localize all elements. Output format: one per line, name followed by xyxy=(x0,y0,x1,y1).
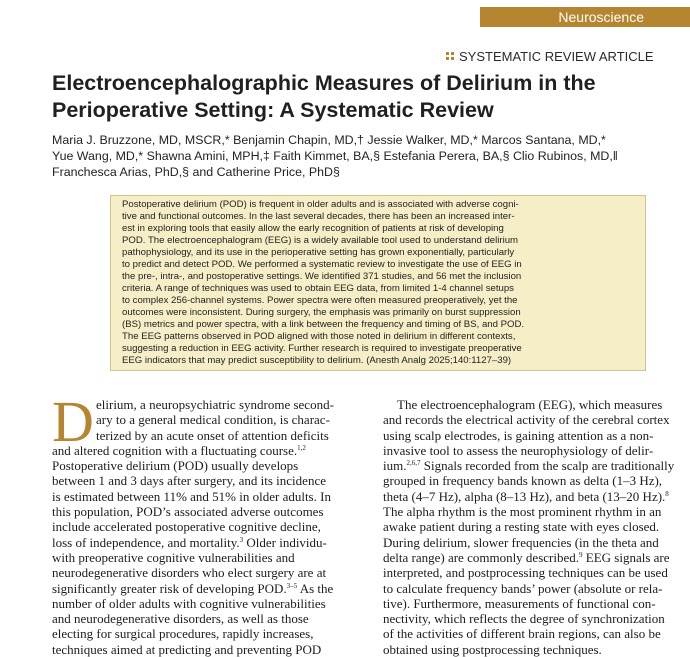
body-line: and neurodegenerative disorders, as well as those xyxy=(52,611,309,627)
body-text: Signals recorded from the scalp are traditionally xyxy=(420,458,675,474)
abstract-line: POD. The electroencephalogram (EEG) is a widely available tool used to understand delirium xyxy=(122,235,519,246)
body-column-right xyxy=(383,397,675,657)
body-line: tive). Furthermore, measurements of functional con- xyxy=(383,595,656,611)
reference-marker: 2,6,7 xyxy=(406,459,421,468)
body-line xyxy=(52,535,340,550)
reference-marker: 9 xyxy=(579,550,583,559)
abstract-line: est in exploring tools that easily allow the early recognition of patients at risk of developing xyxy=(122,223,504,234)
body-line xyxy=(383,550,671,565)
body-column-left xyxy=(52,389,340,657)
body-line: techniques aimed at predicting and preventing POD xyxy=(52,641,322,657)
body-line: number of older adults with cognitive vulnerabilities xyxy=(52,595,326,611)
body-line: The alpha rhythm is the most prominent rhythm in an xyxy=(383,504,662,520)
abstract-line: to predict and detect POD. We performed a systematic review to investigate the use of EEG in xyxy=(122,259,522,270)
body-line: nectivity, which reflects the degree of synchronization xyxy=(383,611,665,627)
body-line xyxy=(383,458,675,474)
body-line: terized by an acute onset of attention deficits xyxy=(96,427,329,443)
article-type-label xyxy=(446,48,678,66)
body-text: EEG signals are xyxy=(582,549,670,565)
drop-cap: D xyxy=(52,389,94,454)
abstract-line: criteria. A range of techniques was used to obtain EEG data, from limited 1-4 channel setups xyxy=(122,283,514,294)
abstract-line: outcomes were inconsistent. During surgery, the emphasis was primarily on burst suppression xyxy=(122,307,521,318)
body-line: of the activities of different brain regions, can also be xyxy=(383,626,661,642)
body-text: theta (4–7 Hz), alpha (8–13 Hz), and beta (13–20 Hz). xyxy=(383,488,666,504)
body-text: As the xyxy=(297,580,334,596)
body-text: delta range) are commonly described. xyxy=(383,549,579,565)
grid-squares-icon xyxy=(446,52,454,60)
abstract-line: pathophysiology, and its use in the perioperative setting has grown exponentially, particularly xyxy=(122,247,515,258)
body-line: During delirium, slower frequencies (in the theta and xyxy=(383,534,659,550)
author-line: Franchesca Arias, PhD,§ and Catherine Price, PhD§ xyxy=(52,165,340,179)
article-type-text: SYSTEMATIC REVIEW ARTICLE xyxy=(459,49,654,64)
body-line: grouped in frequency bands known as delta (1–3 Hz), xyxy=(383,473,663,489)
abstract-box xyxy=(110,195,646,371)
reference-marker: 1,2 xyxy=(297,443,306,452)
abstract-line: Postoperative delirium (POD) is frequent in older adults and is associated with adverse cogni- xyxy=(122,199,519,210)
body-line: Postoperative delirium (POD) usually develops xyxy=(52,458,299,474)
body-line: to calculate frequency bands’ power (absolute or rela- xyxy=(383,580,663,596)
body-line: obtained using postprocessing techniques. xyxy=(383,641,602,657)
abstract-line: The EEG patterns observed in POD aligned with those noted in delirium in different contexts, xyxy=(122,331,516,342)
body-line: include accelerated postoperative cognitive decline, xyxy=(52,519,321,535)
abstract-line: tive and functional outcomes. In the last several decades, there has been an increased inter- xyxy=(122,211,515,222)
reference-marker: 8 xyxy=(665,489,669,498)
body-line: invasive tool to assess the neurophysiology of delir- xyxy=(383,442,654,458)
body-line xyxy=(52,581,340,596)
reference-marker: 3–5 xyxy=(286,581,298,590)
author-line: Yue Wang, MD,* Shawna Amini, MPH,‡ Faith Kimmet, BA,§ Estefania Perera, BA,§ Clio Rubinos, MD,‖ xyxy=(52,149,618,163)
body-text: ium. xyxy=(383,458,407,474)
body-line: is estimated between 11% and 51% in older adults. In xyxy=(52,488,331,504)
body-line: this population, POD’s associated adverse outcomes xyxy=(52,504,324,520)
title-line: Perioperative Setting: A Systematic Review xyxy=(52,98,494,122)
body-text: significantly greater risk of developing POD. xyxy=(52,580,287,596)
reference-marker: 3 xyxy=(239,535,244,544)
section-label: Neuroscience xyxy=(558,9,644,25)
body-line: awake patient during a resting state with eyes closed. xyxy=(383,519,660,535)
body-text: Older individu- xyxy=(243,534,327,550)
body-line: and records the electrical activity of the cerebral cortex xyxy=(383,412,670,428)
body-text: loss of independence, and mortality. xyxy=(52,534,240,550)
body-line xyxy=(52,443,340,458)
body-line: with preoperative cognitive vulnerabilities and xyxy=(52,549,295,565)
title-line: Electroencephalographic Measures of Delirium in the xyxy=(52,71,596,95)
body-line: using scalp electrodes, is gaining attention as a non- xyxy=(383,427,654,443)
body-line: electing for surgical procedures, rapidly increases, xyxy=(52,626,314,642)
abstract-line: (BS) metrics and power spectra, with a link between the frequency and timing of BS, and POD. xyxy=(122,319,525,330)
article-title xyxy=(52,70,682,124)
abstract-line: suggesting a reduction in EEG activity. Further research is required to investigate preoperative xyxy=(122,343,522,354)
body-line: interpreted, and postprocessing techniques can be used xyxy=(383,565,668,581)
section-tab xyxy=(480,7,690,27)
author-list xyxy=(52,132,682,180)
abstract-line: EEG indicators that may predict susceptibility to delirium. (Anesth Analg 2025;140:1127–39) xyxy=(122,355,512,366)
body-line: neurodegenerative disorders who elect surgery are at xyxy=(52,565,327,581)
body-line xyxy=(383,489,671,504)
body-text: and altered cognition with a fluctuating course. xyxy=(52,442,298,458)
author-line: Maria J. Bruzzone, MD, MSCR,* Benjamin Chapin, MD,† Jessie Walker, MD,* Marcos Santana, MD,* xyxy=(52,133,606,147)
body-line: The electroencephalogram (EEG), which measures xyxy=(397,397,663,412)
abstract-line: to complex 256-channel systems. Power spectra were often measured preoperatively, yet the xyxy=(122,295,518,306)
abstract-line: the pre-, intra-, and postoperative settings. We identified 371 studies, and 56 met the inclusion xyxy=(122,271,522,282)
body-line: between 1 and 3 days after surgery, and its incidence xyxy=(52,473,326,489)
body-line: ary to a general medical condition, is charac- xyxy=(96,412,330,428)
body-line: elirium, a neuropsychiatric syndrome second- xyxy=(96,397,334,412)
